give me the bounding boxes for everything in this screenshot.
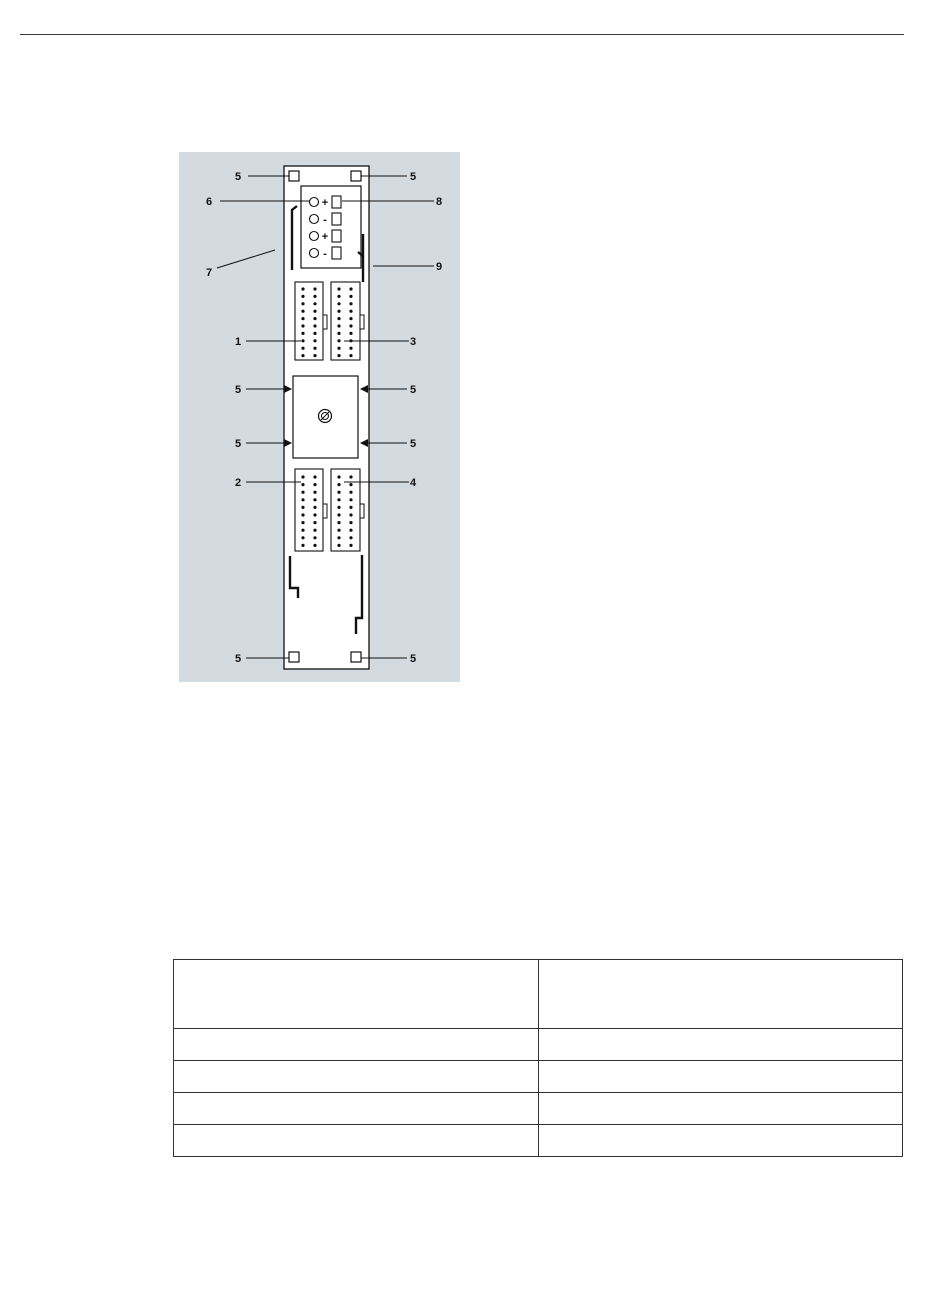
table-cell	[174, 1125, 539, 1157]
callout-9: 9	[436, 261, 443, 273]
connector-pin	[301, 498, 304, 501]
table-row	[174, 1125, 903, 1157]
connector-pin	[337, 513, 340, 516]
connector-pin	[301, 491, 304, 494]
connector-pin	[349, 513, 352, 516]
connector-pin	[301, 475, 304, 478]
connector-pin	[349, 491, 352, 494]
connector-pin	[301, 347, 304, 350]
connector-pin	[313, 295, 316, 298]
callout-1: 1	[235, 336, 242, 348]
connector-pin	[313, 491, 316, 494]
connector-pin	[313, 332, 316, 335]
callout-5-tl: 5	[235, 171, 242, 183]
connector-pin	[349, 310, 352, 313]
screw-icon	[319, 410, 332, 423]
corner-square-tr	[351, 171, 361, 181]
connector-pin	[313, 521, 316, 524]
table-row	[174, 1093, 903, 1125]
callout-2: 2	[235, 477, 242, 489]
connector-pin	[313, 498, 316, 501]
connector-pin	[349, 317, 352, 320]
table-header-row	[174, 960, 903, 1029]
connector-pin	[349, 347, 352, 350]
connector-pin	[301, 521, 304, 524]
connector-pin	[337, 317, 340, 320]
connector-pin	[349, 483, 352, 486]
connector-pin	[313, 302, 316, 305]
data-table	[173, 959, 903, 1157]
connector-pin	[313, 287, 316, 290]
connector-pin	[337, 295, 340, 298]
callout-5-ml2: 5	[235, 438, 242, 450]
callout-5-tr: 5	[410, 171, 417, 183]
corner-square-br	[351, 652, 361, 662]
connector-pin	[301, 295, 304, 298]
connector-4	[331, 469, 364, 551]
callout-7: 7	[206, 267, 213, 279]
connector-pin	[337, 506, 340, 509]
connector-pin	[337, 332, 340, 335]
connector-pin	[301, 536, 304, 539]
callout-5-mr: 5	[410, 384, 417, 396]
connector-pin	[313, 339, 316, 342]
callout-8: 8	[436, 196, 443, 208]
connector-pin	[337, 324, 340, 327]
table-cell	[174, 1093, 539, 1125]
leader-7	[217, 250, 275, 268]
connector-pin	[301, 513, 304, 516]
device-drawing	[179, 152, 460, 682]
led-sign-2: -	[323, 214, 327, 226]
connector-pin	[349, 506, 352, 509]
connector-pin	[337, 521, 340, 524]
corner-square-tl	[289, 171, 299, 181]
table-cell	[539, 1125, 903, 1157]
connector-pin	[313, 317, 316, 320]
connector-pin	[337, 536, 340, 539]
connector-pin	[349, 332, 352, 335]
connector-1	[295, 282, 327, 360]
table-cell	[539, 1029, 903, 1061]
callout-4: 4	[410, 477, 417, 489]
table-cell	[174, 1029, 539, 1061]
connector-pin	[301, 529, 304, 532]
connector-pin	[313, 347, 316, 350]
led-sign-4: -	[323, 248, 327, 260]
connector-pin	[337, 544, 340, 547]
connector-pin	[337, 354, 340, 357]
table-row	[174, 1029, 903, 1061]
connector-pin	[337, 287, 340, 290]
led-sign-1: +	[321, 197, 329, 209]
connector-pin	[349, 324, 352, 327]
connector-pin	[337, 339, 340, 342]
connector-pin	[313, 544, 316, 547]
connector-pin	[337, 529, 340, 532]
connector-pin	[301, 302, 304, 305]
table-header-cell	[539, 960, 903, 1029]
connector-pin	[337, 483, 340, 486]
connector-pin	[349, 354, 352, 357]
table-cell	[539, 1061, 903, 1093]
connector-pin	[313, 354, 316, 357]
corner-square-bl	[289, 652, 299, 662]
connector-pin	[349, 302, 352, 305]
table-header-cell	[174, 960, 539, 1029]
connector-pin	[301, 354, 304, 357]
connector-pin	[349, 475, 352, 478]
connector-pin	[337, 498, 340, 501]
connector-pin	[349, 544, 352, 547]
connector-pin	[313, 506, 316, 509]
led-sign-3: +	[321, 231, 329, 243]
connector-pin	[301, 506, 304, 509]
table-row	[174, 1061, 903, 1093]
connector-pin	[337, 347, 340, 350]
connector-3	[331, 282, 364, 360]
connector-pin	[349, 287, 352, 290]
connector-pin	[337, 475, 340, 478]
connector-pin	[301, 339, 304, 342]
callout-6: 6	[206, 196, 213, 208]
connector-pin	[313, 529, 316, 532]
connector-pin	[349, 521, 352, 524]
connector-pin	[349, 536, 352, 539]
connector-pin	[313, 483, 316, 486]
connector-pin	[337, 310, 340, 313]
callout-5-ml: 5	[235, 384, 242, 396]
table-cell	[539, 1093, 903, 1125]
callout-5-mr2: 5	[410, 438, 417, 450]
connector-pin	[301, 317, 304, 320]
connector-pin	[349, 529, 352, 532]
connector-pin	[337, 491, 340, 494]
connector-pin	[313, 324, 316, 327]
connector-pin	[313, 475, 316, 478]
connector-pin	[301, 332, 304, 335]
connector-pin	[301, 287, 304, 290]
connector-pin	[337, 302, 340, 305]
connector-2	[295, 469, 327, 551]
connector-pin	[301, 483, 304, 486]
connector-pin	[313, 310, 316, 313]
connector-pin	[313, 513, 316, 516]
connector-pin	[349, 498, 352, 501]
table-cell	[174, 1061, 539, 1093]
callout-5-br: 5	[410, 653, 417, 665]
connector-pin	[301, 324, 304, 327]
connector-pin	[301, 310, 304, 313]
callout-3: 3	[410, 336, 417, 348]
connector-pin	[349, 295, 352, 298]
connector-pin	[301, 544, 304, 547]
device-diagram	[179, 152, 460, 682]
callout-5-bl: 5	[235, 653, 242, 665]
header-rule	[20, 34, 904, 35]
connector-pin	[313, 536, 316, 539]
